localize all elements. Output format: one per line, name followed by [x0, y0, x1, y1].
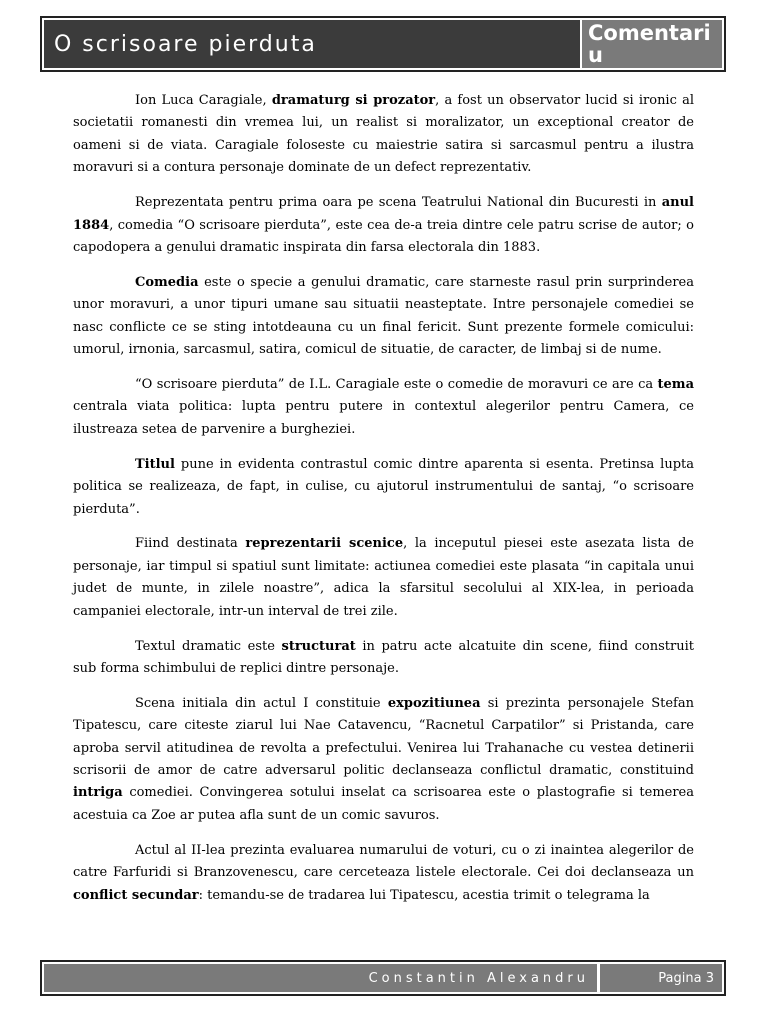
text-run: Fiind destinata	[135, 536, 246, 552]
bold-term: anul 1884	[73, 195, 694, 233]
page-number: Pagina 3	[600, 964, 722, 992]
text-run: , la inceputul piesei este asezata lista de personaje, iar timpul si spatiul sunt limitate: actiunea comediei este plasata “in capitala unui judet de munte, in zilele noastre”, adica la sfarsitul secolului al XIX-lea, in perioada campaniei electorale, intr-un interval de trei zile.	[73, 536, 694, 619]
text-run: si prezinta personajele Stefan Tipatescu, care citeste ziarul lui Nae Catavencu, “Racnetul Carpatilor” si Pristanda, care aproba servil atitudinea de revolta a prefectului. Venirea lui Trahanache cu vestea detinerii scrisorii de amor de catre adversarul politic declanseaza conflictul dramatic, constituind	[73, 695, 694, 779]
bold-term: structurat	[281, 638, 356, 654]
bold-term: expozitiunea	[387, 695, 481, 711]
text-run: in patru acte alcatuite din scene, fiind construit sub forma schimbului de replici dintre personaje.	[73, 638, 694, 676]
paragraph	[73, 693, 694, 827]
bold-term: dramaturg si prozator	[271, 93, 436, 108]
text-run: : temandu-se de tradarea lui Tipatescu, acestia trimit o telegrama la	[198, 887, 650, 903]
text-run: , a fost un observator lucid si ironic al societatii romanesti din vremea lui, un realist si moralizator, un exceptional creator de oameni si de viata. Caragiale foloseste cu maiestrie satira si sarcasmul pentru a ilustra moravuri si a contura personaje dominate de un defect reprezentativ.	[73, 93, 694, 176]
bold-term: reprezentarii scenice	[245, 536, 404, 552]
text-run: centrala viata politica: lupta pentru putere in contextul alegerilor pentru Camera, ce ilustreaza setea de parvenire a burgheziei.	[73, 399, 694, 437]
page-header	[40, 16, 726, 72]
text-run: pune in evidenta contrastul comic dintre aparenta si esenta. Pretinsa lupta politica se realizeaza, de fapt, in culise, cu ajutorul instrumentului de santaj, “o scrisoare pierduta”.	[73, 456, 694, 517]
text-run: Ion Luca Caragiale,	[135, 93, 272, 108]
document-body	[73, 90, 694, 920]
paragraph	[73, 533, 694, 623]
bold-term: Comedia	[135, 274, 199, 290]
bold-term: conflict secundar	[73, 887, 199, 903]
paragraph	[73, 272, 694, 362]
author-name: Constantin Alexandru	[44, 964, 597, 992]
text-run: Scena initiala din actul I constituie	[135, 695, 388, 711]
text-run: Reprezentata pentru prima oara pe scena Teatrului National din Bucuresti in	[135, 195, 662, 211]
page-footer	[40, 960, 726, 996]
paragraph	[73, 90, 694, 180]
paragraph	[73, 192, 694, 259]
paragraph	[73, 840, 694, 907]
paragraph	[73, 454, 694, 521]
bold-term: Titlul	[135, 456, 175, 472]
section-label: Comentariu	[582, 20, 722, 68]
text-run: Actul al II-lea prezinta evaluarea numarului de voturi, cu o zi inaintea alegerilor de catre Farfuridi si Branzovenescu, care cerceteaza listele electorale. Cei doi declanseaza un	[73, 842, 694, 881]
paragraph	[73, 636, 694, 681]
text-run: , comedia “O scrisoare pierduta”, este cea de-a treia dintre cele patru scrise de autor; o capodopera a genului dramatic inspirata din farsa electorala din 1883.	[73, 217, 694, 255]
document-title: O scrisoare pierduta	[44, 20, 580, 68]
bold-term: tema	[657, 376, 694, 392]
bold-term: intriga	[73, 785, 123, 801]
text-run: Textul dramatic este	[135, 638, 282, 654]
text-run: comediei. Convingerea sotului inselat ca scrisoarea este o plastografie si temerea acestuia ca Zoe ar putea afla sunt de un comic savuros.	[73, 785, 694, 823]
paragraph	[73, 374, 694, 441]
text-run: “O scrisoare pierduta” de I.L. Caragiale este o comedie de moravuri ce are ca	[135, 376, 658, 392]
text-run: este o specie a genului dramatic, care starneste rasul prin surprinderea unor moravuri, a unor tipuri umane sau situatii neasteptate. Intre personajele comediei se nasc conflicte ce se sting intotdeauna cu un final fericit. Sunt prezente formele comicului: umorul, irnonia, sarcasmul, satira, comicul de situatie, de caracter, de limbaj si de nume.	[73, 274, 694, 358]
